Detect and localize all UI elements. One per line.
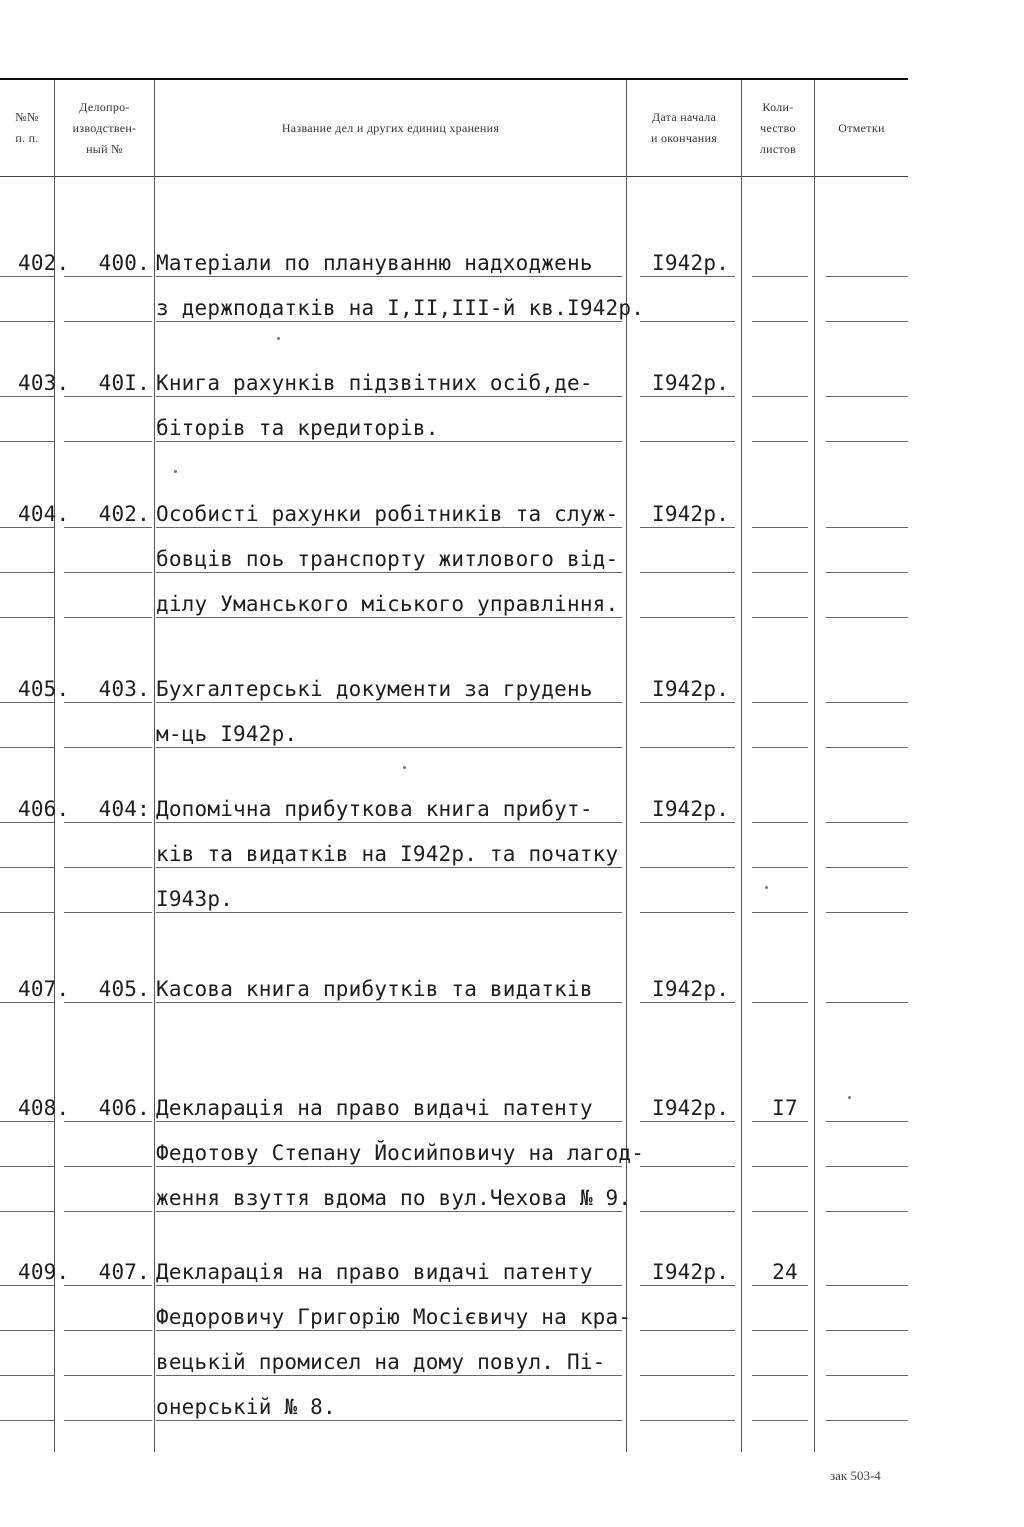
ruled-line — [0, 396, 54, 397]
ruled-line — [640, 1002, 735, 1003]
entry-number: 406. — [18, 797, 70, 821]
ruled-line — [156, 1420, 622, 1421]
entry-office-number: 407. — [98, 1260, 150, 1284]
entry-title-line: з держподатків на I,II,III-й кв.I942р. — [156, 296, 645, 320]
ruled-line — [0, 1330, 54, 1331]
ruled-line — [826, 867, 908, 868]
entry-date: I942р. — [652, 502, 730, 526]
ruled-line — [0, 617, 54, 618]
entry-sheet-count: I7 — [772, 1096, 798, 1120]
ruled-line — [64, 1375, 152, 1376]
ruled-line — [640, 396, 735, 397]
entry-number: 403. — [18, 371, 70, 395]
ruled-line — [752, 617, 808, 618]
ruled-line — [826, 912, 908, 913]
ruled-line — [752, 396, 808, 397]
ruled-line — [64, 527, 152, 528]
entry-title-line: Декларація на право видачі патенту — [156, 1096, 593, 1120]
ruled-line — [752, 1211, 808, 1212]
ruled-line — [0, 1002, 54, 1003]
ruled-line — [752, 1166, 808, 1167]
ruled-line — [64, 1211, 152, 1212]
header-sheet-count: Коли- чество листов — [759, 99, 797, 156]
entry-line — [0, 236, 908, 281]
ruled-line — [64, 912, 152, 913]
ruled-line — [156, 1285, 622, 1286]
ruled-line — [0, 1211, 54, 1212]
scan-speck — [174, 470, 177, 473]
ruled-line — [640, 321, 735, 322]
entry-office-number: 405. — [98, 977, 150, 1001]
entry-title-line: Книга рахунків підзвітних осіб,де- — [156, 371, 593, 395]
ruled-line — [752, 702, 808, 703]
entry-date: I942р. — [652, 251, 730, 275]
entry-number: 405. — [18, 677, 70, 701]
ruled-line — [826, 1285, 908, 1286]
entry-date: I942р. — [652, 677, 730, 701]
entry-number: 408. — [18, 1096, 70, 1120]
ruled-line — [826, 822, 908, 823]
ruled-line — [0, 572, 54, 573]
entry-title-line: біторів та кредиторів. — [156, 416, 439, 440]
ruled-line — [64, 1121, 152, 1122]
ruled-line — [752, 1002, 808, 1003]
ruled-line — [64, 441, 152, 442]
ruled-line — [752, 1330, 808, 1331]
ruled-line — [752, 527, 808, 528]
ruled-line — [826, 747, 908, 748]
ruled-line — [826, 1375, 908, 1376]
entry-office-number: 404: — [98, 797, 150, 821]
entry-line — [0, 1126, 908, 1171]
ruled-line — [0, 702, 54, 703]
ruled-line — [0, 1121, 54, 1122]
ruled-line — [156, 912, 622, 913]
ruled-line — [826, 441, 908, 442]
entry-line — [0, 1171, 908, 1216]
entry-date: I942р. — [652, 371, 730, 395]
ruled-line — [752, 321, 808, 322]
entry-title-line: Федотову Степану Йосийповичу на лагод- — [156, 1141, 645, 1165]
entry-date: I942р. — [652, 1096, 730, 1120]
entry-line — [0, 487, 908, 532]
entry-title-line: ділу Уманського міського управління. — [156, 592, 619, 616]
entry-office-number: 400. — [98, 251, 150, 275]
entry-line — [0, 707, 908, 752]
entry-line — [0, 1081, 908, 1126]
ruled-line — [752, 747, 808, 748]
ruled-line — [640, 1420, 735, 1421]
ruled-line — [156, 702, 622, 703]
ruled-line — [0, 527, 54, 528]
ruled-line — [0, 276, 54, 277]
ruled-line — [64, 276, 152, 277]
ruled-line — [752, 1121, 808, 1122]
ruled-line — [156, 617, 622, 618]
entry-title-line: Допомічна прибуткова книга прибут- — [156, 797, 593, 821]
entry-line — [0, 662, 908, 707]
ruled-line — [640, 441, 735, 442]
entry-line — [0, 962, 908, 1007]
ruled-line — [156, 572, 622, 573]
entry-title-line: м-ць I942р. — [156, 722, 298, 746]
entry-line — [0, 827, 908, 872]
ruled-line — [64, 617, 152, 618]
ruled-line — [64, 702, 152, 703]
entry-office-number: 40I. — [98, 371, 150, 395]
entry-number: 407. — [18, 977, 70, 1001]
entry-line — [0, 577, 908, 622]
ruled-line — [156, 396, 622, 397]
ruled-line — [156, 1166, 622, 1167]
entry-number: 409. — [18, 1260, 70, 1284]
ruled-line — [0, 867, 54, 868]
ruled-line — [156, 1375, 622, 1376]
ruled-line — [826, 527, 908, 528]
ruled-line — [752, 572, 808, 573]
ruled-line — [826, 702, 908, 703]
ruled-line — [64, 1166, 152, 1167]
ruled-line — [0, 822, 54, 823]
ruled-line — [826, 1166, 908, 1167]
ruled-line — [156, 321, 622, 322]
entry-date: I942р. — [652, 977, 730, 1001]
table-header-rule — [0, 176, 908, 177]
ruled-line — [826, 1211, 908, 1212]
entry-line — [0, 1335, 908, 1380]
scan-speck — [403, 766, 406, 769]
ruled-line — [156, 822, 622, 823]
ruled-line — [64, 747, 152, 748]
ruled-line — [826, 321, 908, 322]
ruled-line — [640, 912, 735, 913]
entry-title-line: Особисті рахунки робітників та служ- — [156, 502, 619, 526]
ruled-line — [0, 1166, 54, 1167]
ruled-line — [826, 276, 908, 277]
entry-title-line: Федоровичу Григорію Мосієвичу на кра- — [156, 1305, 632, 1329]
entry-line — [0, 281, 908, 326]
ruled-line — [156, 867, 622, 868]
ruled-line — [64, 1002, 152, 1003]
ruled-line — [640, 1330, 735, 1331]
entry-title-line: онерській № 8. — [156, 1395, 336, 1419]
ruled-line — [826, 1420, 908, 1421]
scan-speck — [277, 337, 280, 340]
scan-speck — [765, 886, 768, 889]
entry-line — [0, 401, 908, 446]
ruled-line — [752, 1420, 808, 1421]
header-dates: Дата начала и окончания — [650, 110, 718, 145]
ruled-line — [826, 1330, 908, 1331]
entry-line — [0, 532, 908, 577]
print-order-number: зак 503-4 — [830, 1468, 881, 1483]
ruled-line — [64, 1330, 152, 1331]
ruled-line — [0, 1375, 54, 1376]
ruled-line — [826, 1121, 908, 1122]
ruled-line — [752, 1285, 808, 1286]
ruled-line — [640, 617, 735, 618]
entry-line — [0, 782, 908, 827]
entry-line — [0, 1290, 908, 1335]
header-number: №№ п. п. — [15, 110, 39, 145]
ruled-line — [640, 527, 735, 528]
ruled-line — [64, 321, 152, 322]
entry-title-line: ження взуття вдома по вул.Чехова № 9. — [156, 1186, 632, 1210]
ruled-line — [0, 1420, 54, 1421]
entry-date: I942р. — [652, 1260, 730, 1284]
entry-number: 402. — [18, 251, 70, 275]
entry-title-line: I943р. — [156, 887, 234, 911]
entry-number: 404. — [18, 502, 70, 526]
table-top-rule — [0, 78, 908, 80]
ruled-line — [64, 1285, 152, 1286]
entry-line — [0, 1245, 908, 1290]
ruled-line — [640, 1375, 735, 1376]
ruled-line — [156, 1330, 622, 1331]
ruled-line — [640, 572, 735, 573]
entry-line — [0, 356, 908, 401]
ruled-line — [640, 1121, 735, 1122]
ruled-line — [826, 617, 908, 618]
entry-date: I942р. — [652, 797, 730, 821]
ruled-line — [826, 572, 908, 573]
entry-line — [0, 872, 908, 917]
ruled-line — [752, 276, 808, 277]
ruled-line — [64, 867, 152, 868]
entry-title-line: Матеріали по плануванню надходжень — [156, 251, 593, 275]
ruled-line — [156, 1121, 622, 1122]
entry-title-line: бовців поь транспорту житлового від- — [156, 547, 619, 571]
ruled-line — [640, 276, 735, 277]
ruled-line — [640, 822, 735, 823]
ruled-line — [752, 867, 808, 868]
header-notes: Отметки — [838, 120, 885, 135]
entry-title-line: Декларація на право видачі патенту — [156, 1260, 593, 1284]
ruled-line — [64, 396, 152, 397]
ruled-line — [156, 747, 622, 748]
ruled-line — [156, 441, 622, 442]
ruled-line — [640, 1211, 735, 1212]
header-office-number: Делопро- изводствен- ный № — [72, 99, 137, 156]
scan-speck — [848, 1096, 851, 1099]
ruled-line — [0, 1285, 54, 1286]
entry-title-line: вецькій промисел на дому повул. Пі- — [156, 1350, 606, 1374]
entry-title-line: ків та видатків на I942р. та початку — [156, 842, 619, 866]
ruled-line — [64, 572, 152, 573]
ruled-line — [156, 1211, 622, 1212]
ruled-line — [64, 822, 152, 823]
ruled-line — [752, 912, 808, 913]
ruled-line — [640, 1285, 735, 1286]
ruled-line — [826, 1002, 908, 1003]
header-title: Название дел и других единиц хранения — [281, 120, 500, 135]
ruled-line — [156, 276, 622, 277]
ruled-line — [752, 441, 808, 442]
ruled-line — [640, 702, 735, 703]
entry-title-line: Бухгалтерські документи за грудень — [156, 677, 593, 701]
ruled-line — [156, 1002, 622, 1003]
entry-title-line: Касова книга прибутків та видатків — [156, 977, 593, 1001]
ruled-line — [0, 441, 54, 442]
entry-office-number: 402. — [98, 502, 150, 526]
entry-sheet-count: 24 — [772, 1260, 798, 1284]
entry-office-number: 406. — [98, 1096, 150, 1120]
ruled-line — [640, 1166, 735, 1167]
ruled-line — [0, 912, 54, 913]
ruled-line — [752, 822, 808, 823]
entry-office-number: 403. — [98, 677, 150, 701]
entry-line — [0, 1380, 908, 1425]
ruled-line — [156, 527, 622, 528]
ruled-line — [64, 1420, 152, 1421]
ruled-line — [640, 867, 735, 868]
ruled-line — [0, 321, 54, 322]
ruled-line — [752, 1375, 808, 1376]
ruled-line — [0, 747, 54, 748]
ruled-line — [826, 396, 908, 397]
ruled-line — [640, 747, 735, 748]
